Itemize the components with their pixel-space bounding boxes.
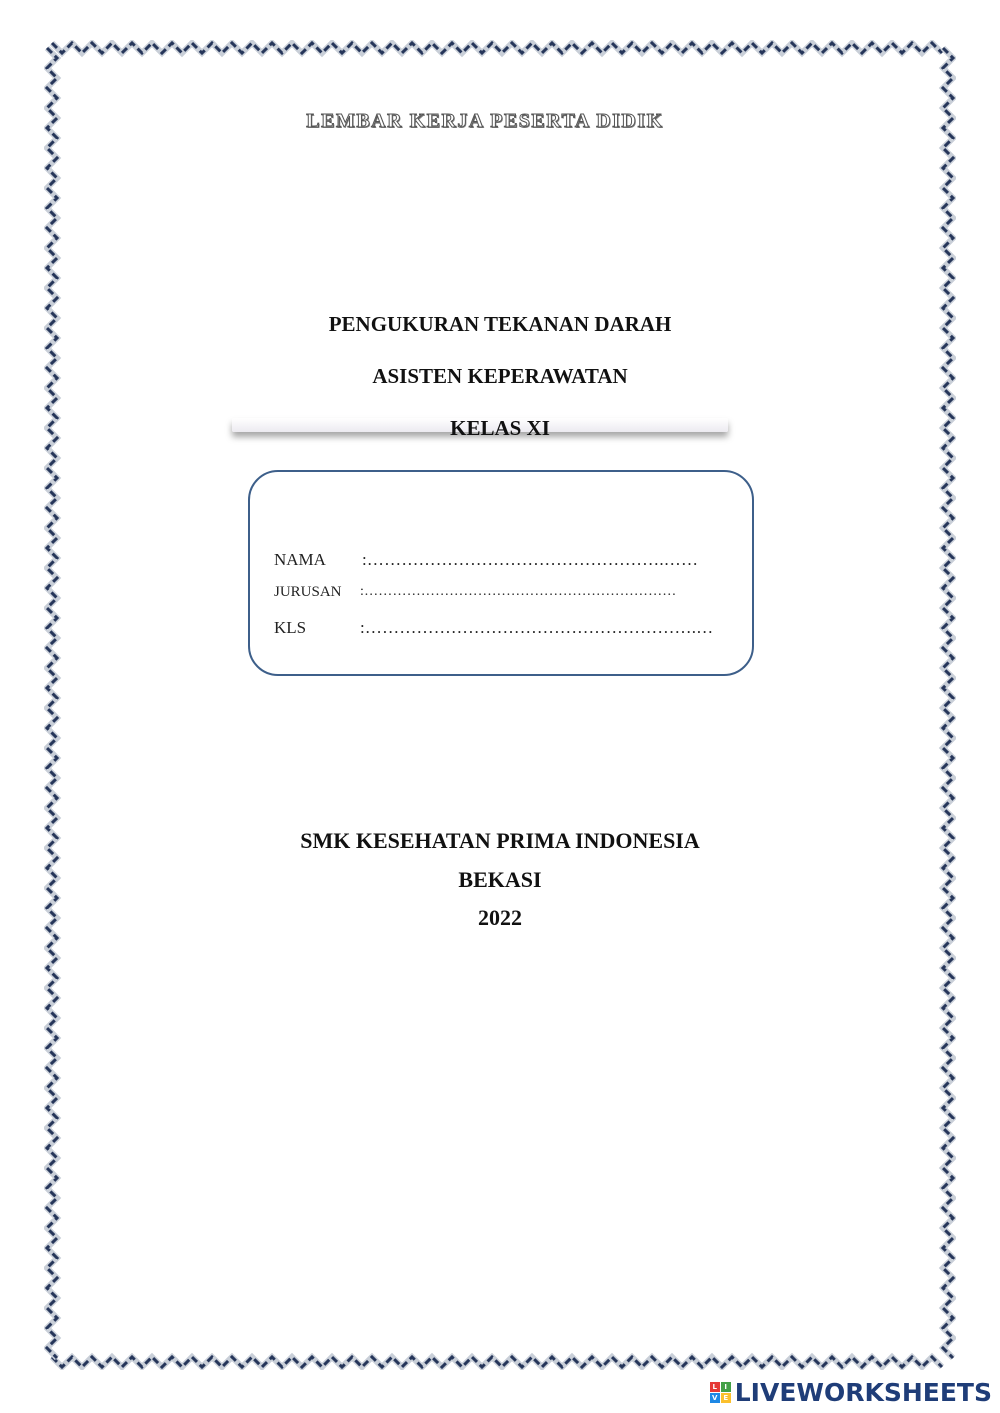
class-field[interactable]: :………………………………………………….… — [360, 618, 714, 637]
major-field[interactable]: :………………………………………………………… — [360, 584, 677, 599]
name-label: NAMA — [274, 550, 326, 569]
liveworksheets-watermark[interactable] — [710, 1377, 992, 1407]
school-year: 2022 — [478, 905, 522, 930]
major-label: JURUSAN — [274, 584, 342, 600]
program-title: ASISTEN KEPERAWATAN — [372, 364, 628, 388]
school-city: BEKASI — [458, 867, 542, 892]
class-label: KLS — [274, 618, 307, 637]
class-level-title: KELAS XI — [450, 416, 550, 440]
name-field[interactable]: :…………………………………………….…… — [362, 550, 699, 569]
school-name: SMK KESEHATAN PRIMA INDONESIA — [300, 828, 700, 853]
liveworksheets-logo-icon: L I V E — [710, 1382, 731, 1403]
worksheet-header-title: LEMBAR KERJA PESERTA DIDIK — [306, 110, 664, 132]
topic-title: PENGUKURAN TEKANAN DARAH — [328, 312, 672, 336]
student-identity-box — [248, 470, 754, 676]
decorative-page-border — [44, 40, 956, 1370]
watermark-text: LIVEWORKSHEETS — [734, 1377, 992, 1407]
